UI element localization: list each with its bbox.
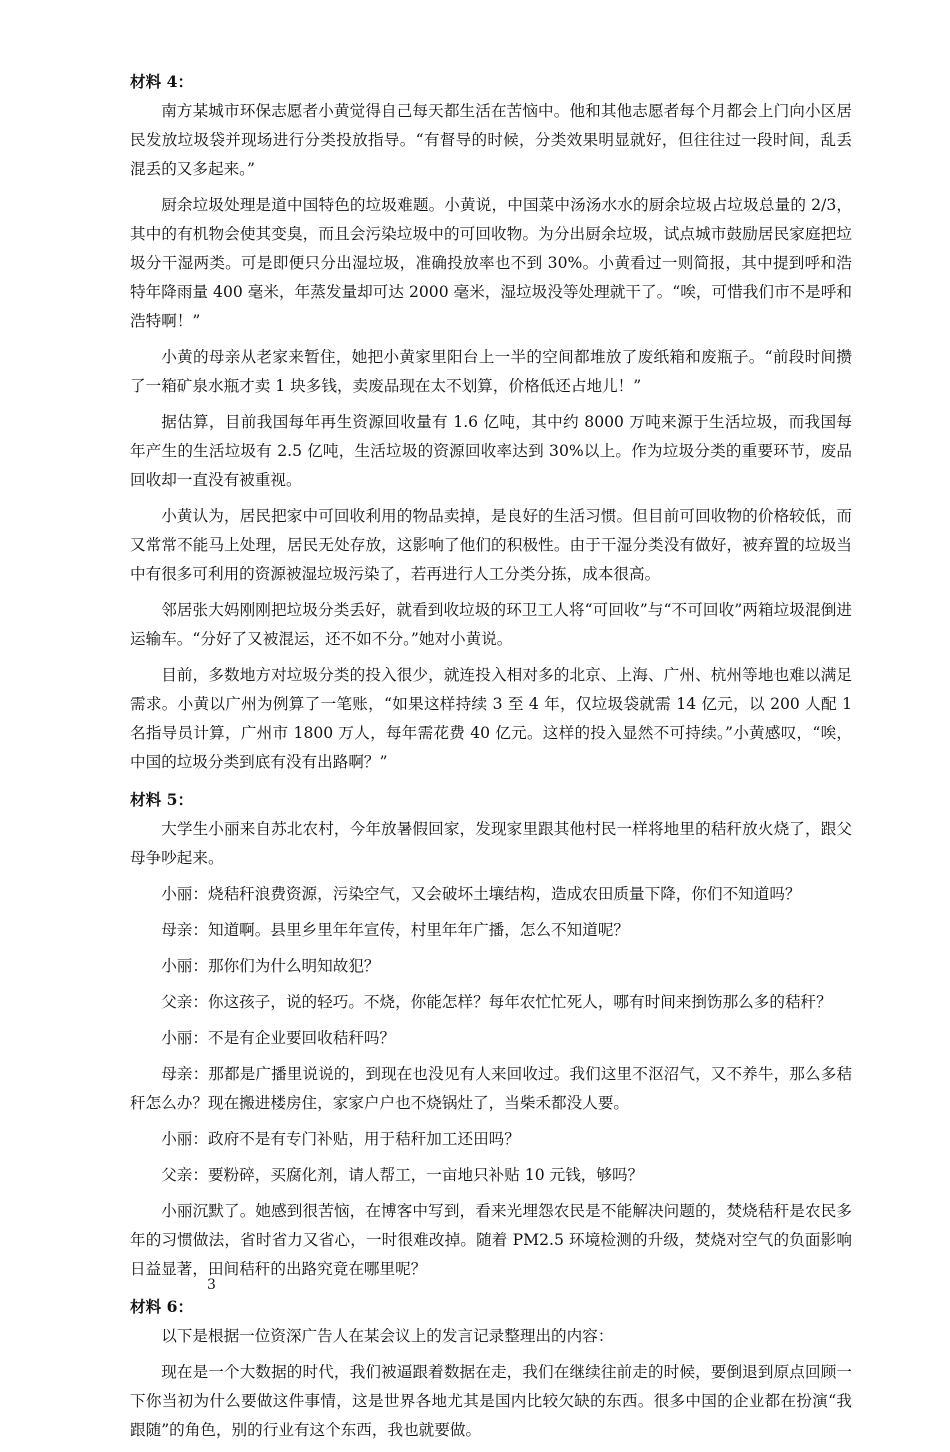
dialogue-line: 父亲：你这孩子，说的轻巧。不烧，你能怎样？每年农忙忙死人，哪有时间来捯饬那么多的秸秆？	[161, 993, 832, 1011]
dialogue-line: 小丽：那你们为什么明知故犯？	[161, 957, 380, 975]
dialogue-line: 小丽：不是有企业要回收秸秆吗？	[161, 1029, 396, 1047]
dialogue-line: 父亲：要粉碎，买腐化剂，请人帮工，一亩地只补贴 10 元钱，够吗？	[161, 1166, 644, 1184]
paragraph: 以下是根据一位资深广告人在某会议上的发言记录整理出的内容：	[161, 1327, 614, 1345]
section-heading-material-6: 材料 6：	[130, 1297, 194, 1316]
paragraph: 目前，多数地方对垃圾分类的投入很少，就连投入相对多的北京、上海、广州、杭州等地也难以满足需求。小黄以广州为例算了一笔账，“如果这样持续 3 至 4 年，仅垃圾袋就需 14 亿元，以 200 人配 1 名指导员计算，广州市 1800 万人，每年需花费 40 亿元。这样的投入显然不可持续。”小黄感叹，“唉，中国的垃圾分类到底有没有出路啊？”	[130, 666, 852, 771]
dialogue-line: 小丽：烧秸秆浪费资源，污染空气，又会破坏土壤结构，造成农田质量下降，你们不知道吗？	[161, 885, 801, 903]
page-number: 3	[207, 1277, 216, 1293]
paragraph: 南方某城市环保志愿者小黄觉得自己每天都生活在苦恼中。他和其他志愿者每个月都会上门向小区居民发放垃圾袋并现场进行分类投放指导。“有督导的时候，分类效果明显就好，但往往过一段时间，乱丢混丢的又多起来。”	[130, 102, 852, 178]
section-heading-material-5: 材料 5：	[130, 790, 194, 809]
paragraph: 据估算，目前我国每年再生资源回收量有 1.6 亿吨，其中约 8000 万吨来源于生活垃圾，而我国每年产生的生活垃圾有 2.5 亿吨，生活垃圾的资源回收率达到 30%以上。作为垃圾分类的重要环节，废品回收却一直没有被重视。	[130, 413, 852, 489]
paragraph: 小丽沉默了。她感到很苦恼，在博客中写到，看来光埋怨农民是不能解决问题的，焚烧秸秆是农民多年的习惯做法，省时省力又省心，一时很难改掉。随着 PM2.5 环境检测的升级，焚烧对空气的负面影响日益显著，田间秸秆的出路究竟在哪里呢？	[130, 1202, 852, 1278]
dialogue-line: 母亲：知道啊。县里乡里年年宣传，村里年年广播，怎么不知道呢？	[161, 921, 630, 939]
dialogue-line: 母亲：那都是广播里说说的，到现在也没见有人来回收过。我们这里不沤沼气，又不养牛，那么多秸秆怎么办？现在搬进楼房住，家家户户也不烧锅灶了，当柴禾都没人要。	[130, 1065, 852, 1112]
paragraph: 大学生小丽来自苏北农村，今年放暑假回家，发现家里跟其他村民一样将地里的秸秆放火烧了，跟父母争吵起来。	[130, 820, 852, 867]
dialogue-line: 小丽：政府不是有专门补贴，用于秸秆加工还田吗？	[161, 1130, 520, 1148]
paragraph: 现在是一个大数据的时代，我们被逼跟着数据在走，我们在继续往前走的时候，要倒退到原点回顾一下你当初为什么要做这件事情，这是世界各地尤其是国内比较欠缺的东西。很多中国的企业都在扮演“我跟随”的角色，别的行业有这个东西，我也就要做。	[130, 1363, 852, 1439]
paragraph: 邻居张大妈刚刚把垃圾分类丢好，就看到收垃圾的环卫工人将“可回收”与“不可回收”两箱垃圾混倒进运输车。“分好了又被混运，还不如不分。”她对小黄说。	[130, 601, 852, 648]
page-content	[130, 66, 852, 1452]
paragraph: 小黄的母亲从老家来暂住，她把小黄家里阳台上一半的空间都堆放了废纸箱和废瓶子。“前段时间攒了一箱矿泉水瓶才卖 1 块多钱，卖废品现在太不划算，价格低还占地儿！”	[130, 348, 852, 395]
paragraph: 小黄认为，居民把家中可回收利用的物品卖掉，是良好的生活习惯。但目前可回收物的价格较低，而又常常不能马上处理，居民无处存放，这影响了他们的积极性。由于干湿分类没有做好，被弃置的垃圾当中有很多可利用的资源被湿垃圾污染了，若再进行人工分类分拣，成本很高。	[130, 507, 852, 583]
section-heading-material-4: 材料 4：	[130, 72, 194, 91]
paragraph: 厨余垃圾处理是道中国特色的垃圾难题。小黄说，中国菜中汤汤水水的厨余垃圾占垃圾总量的 2/3，其中的有机物会使其变臭，而且会污染垃圾中的可回收物。为分出厨余垃圾，试点城市鼓励居民家庭把垃圾分干湿两类。可是即便只分出湿垃圾，准确投放率也不到 30%。小黄看过一则简报，其中提到呼和浩特年降雨量 400 毫米，年蒸发量却可达 2000 毫米，湿垃圾没等处理就干了。“唉，可惜我们市不是呼和浩特啊！”	[130, 196, 852, 330]
